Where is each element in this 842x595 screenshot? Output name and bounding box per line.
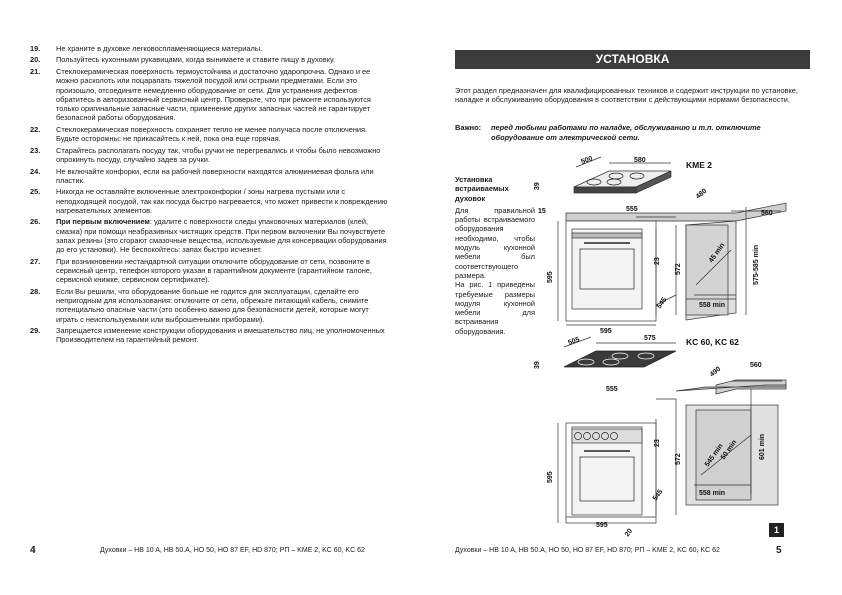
dim-20: 20 bbox=[623, 527, 635, 539]
dim-545: 545 bbox=[655, 296, 669, 311]
installation-diagram bbox=[536, 155, 786, 540]
sidebar-title: Установка встраиваемых духовок bbox=[455, 175, 509, 203]
page-number-left: 4 bbox=[30, 545, 36, 556]
item-number: 26. bbox=[30, 217, 41, 227]
dim-595-w: 595 bbox=[600, 328, 612, 335]
intro-text: Этот раздел предназначен для квалифицированных техников и содержит инструкции по установке, наладке и обслуживанию оборудования в соответствии с действующими нормами безопасности. bbox=[455, 86, 798, 105]
dim-490: 490 bbox=[708, 365, 723, 379]
dim-15: 15 bbox=[538, 208, 546, 215]
dim-580: 580 bbox=[634, 157, 646, 164]
dim-23: 23 bbox=[654, 257, 661, 265]
warning bbox=[455, 123, 810, 142]
dim-45: 45 min bbox=[707, 241, 727, 265]
countertop-top bbox=[566, 203, 786, 221]
item-text: Не храните в духовке легковоспламеняющиеся материалы. bbox=[56, 44, 263, 53]
item-number: 29. bbox=[30, 326, 41, 336]
dim-558-b: 558 min bbox=[699, 490, 726, 497]
model-bottom: KC 60, KC 62 bbox=[686, 337, 739, 347]
warning-label: Важно: bbox=[455, 123, 482, 132]
item-text: При возникновении нестандартной ситуации отключите оборудование от сети, позвоните в сервисный центр, телефон которого указан в гарантийном документе (гарантийном талоне, сервисной книжке, сервисном сертификате). bbox=[56, 256, 372, 285]
item-number: 27. bbox=[30, 256, 41, 266]
item-number: 28. bbox=[30, 286, 41, 296]
cooktop-edge bbox=[574, 187, 636, 193]
list-item bbox=[30, 257, 392, 285]
item-text: Не включайте конфорки, если на рабочей поверхности находятся алюминиевая фольга или пластик. bbox=[56, 166, 374, 185]
dim-50: 50 min bbox=[719, 438, 739, 462]
dim-555-b: 555 bbox=[606, 386, 618, 393]
dim-545-b: 545 bbox=[651, 488, 665, 503]
chapter-marker: 1 bbox=[769, 523, 784, 537]
item-text: Стеклокерамическая поверхность термоустойчива и достаточно ударопрочна. Однако и ее можно расколоть или поцарапать тяжелой посудой или острыми предметами. Если это произошло, отсоедините немедленно оборудование от сети. Для устранения дефектов обратитесь в авторизованный сервисный центр. Проверьте, что при ремонте используются только оригинальные запасные части, применение других запасных частей не гарантирует безопасной работы оборудования. bbox=[56, 66, 371, 123]
dim-595-w-b: 595 bbox=[596, 522, 608, 529]
dim-480: 480 bbox=[694, 187, 709, 201]
list-item bbox=[30, 125, 392, 144]
dim-595-h: 595 bbox=[547, 271, 554, 283]
dim-545-min: 545 min bbox=[703, 442, 725, 469]
item-text: Стеклокерамическая поверхность сохраняет тепло не менее получаса после отключения. Будьте осторожны: не прикасайтесь к ней, пока она еще горячая. bbox=[56, 124, 368, 144]
model-top: KME 2 bbox=[686, 160, 712, 170]
item-number: 25. bbox=[30, 187, 41, 197]
dim-601: 601 min bbox=[759, 433, 766, 460]
dim-558: 558 min bbox=[699, 302, 726, 309]
dim-500: 500 bbox=[580, 155, 594, 166]
item-text: Никогда не оставляйте включенные электроконфорки / зоны нагрева пустыми или с неподходящей посудой, так как посуда быстро нагревается, что может привести к повреждению нагревательных элементов. bbox=[56, 187, 388, 215]
item-text: Если Вы решили, что оборудование больше не годится для эксплуатации, сделайте его непригодным для использования: отключите от сети, обрежьте питающий кабель, снимите потенциально опасные части (это особенно важно для безопасности детей, которые могут играть с неиспользуемыми или выброшенными приборами). bbox=[56, 286, 369, 324]
sidebar-p2: На рис. 1 приведены требуемые размеры модуля кухонной мебели для встраивания оборудования. bbox=[455, 280, 535, 336]
dim-23-b: 23 bbox=[654, 439, 661, 447]
item-text: Запрещается изменение конструкции оборудования и вмешательство лиц, не уполномоченных Производителем на гарантийный ремонт. bbox=[56, 326, 385, 345]
dim-560: 560 bbox=[761, 210, 773, 217]
item-bold: При первым включением bbox=[56, 217, 150, 227]
dim-505: 505 bbox=[567, 336, 581, 347]
page-number-right: 5 bbox=[776, 545, 782, 556]
dim-572-b: 572 bbox=[675, 453, 682, 465]
list-item bbox=[30, 167, 392, 186]
list-item bbox=[30, 217, 392, 254]
list-item bbox=[30, 67, 392, 123]
item-rest: : удалите с поверхности следы упаковочных материалов (клей, смазка) при помощи неабразивных чистящих средств. При первом включении Вы почувствуете запах резины (это сгорают смазочные вещества, используемые для консервации оборудования до его установки). Не беспокойтесь: запах быстро исчезнет. bbox=[56, 217, 387, 255]
item-text: Пользуйтесь кухонными рукавицами, когда вынимаете и ставите пищу в духовку. bbox=[56, 55, 336, 65]
item-text bbox=[56, 217, 392, 254]
sidebar-p1: Для правильной работы встраиваемого оборудования необходимо, чтобы модуль кухонной мебели был соответствующего размера. bbox=[455, 205, 535, 280]
item-number: 23. bbox=[30, 145, 41, 155]
list-item bbox=[30, 146, 392, 165]
dim-595-h-b: 595 bbox=[547, 471, 554, 483]
dim-575: 575 bbox=[644, 335, 656, 342]
footer-left: Духовки – HB 10 A, HB 50.A, HO 50, HO 87 EF, HD 870; РП – KME 2, KC 60, KC 62 bbox=[100, 547, 365, 554]
dim-575-585: 575-585 min bbox=[753, 244, 760, 285]
list-item bbox=[30, 326, 392, 345]
list-item bbox=[30, 187, 392, 215]
item-number: 22. bbox=[30, 124, 41, 134]
left-page-list bbox=[30, 44, 392, 347]
footer-right: Духовки – HB 10 A, HB 50.A, HO 50, HO 87 EF, HD 870; РП – KME 2, KC 60, KC 62 bbox=[455, 547, 720, 554]
sidebar bbox=[455, 175, 535, 336]
item-number: 24. bbox=[30, 166, 41, 176]
item-number: 21. bbox=[30, 66, 41, 76]
list-item bbox=[30, 44, 392, 53]
list-item bbox=[30, 55, 392, 64]
dim-555: 555 bbox=[626, 206, 638, 213]
dim-572: 572 bbox=[675, 263, 682, 275]
warning-text: перед любыми работами по наладке, обслуживанию и т.п. отключите оборудование от электрической сети. bbox=[491, 123, 761, 142]
item-number: 19. bbox=[30, 44, 41, 53]
dim-39: 39 bbox=[534, 182, 541, 190]
dim-39-b: 39 bbox=[534, 361, 541, 369]
item-text: Старайтесь располагать посуду так, чтобы ручки не перегревались и чтобы было невозможно опрокинуть посуду, случайно задев за ручки. bbox=[56, 145, 381, 165]
list-item bbox=[30, 287, 392, 324]
section-title: УСТАНОВКА bbox=[455, 50, 810, 69]
dim-560-b: 560 bbox=[750, 362, 762, 369]
item-number: 20. bbox=[30, 55, 41, 65]
